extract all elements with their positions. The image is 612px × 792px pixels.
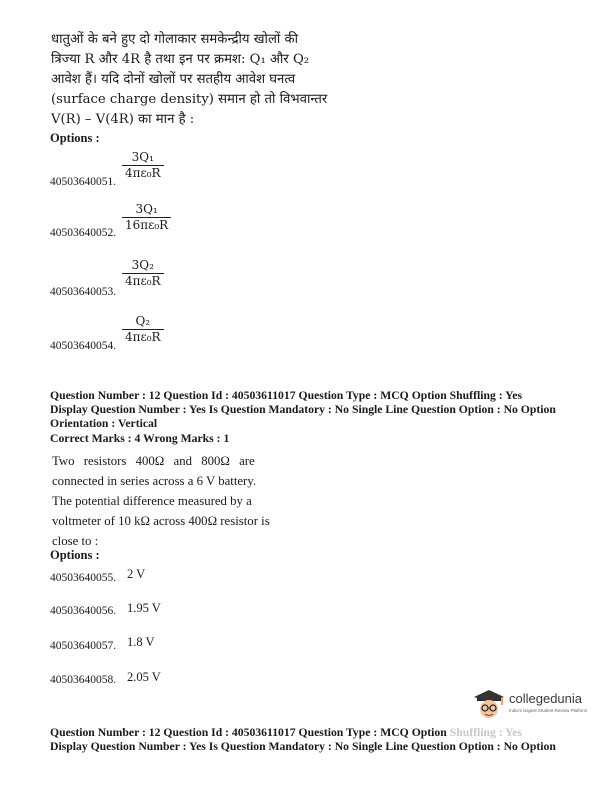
fraction-denominator: 4πε₀R [125,274,161,288]
question-line: close to : [52,534,99,548]
question-line: आवेश हैं। यदि दोनों खोलों पर सतहीय आवेश घनत्व [51,72,296,87]
graduate-mascot-icon [472,689,506,719]
brand-tagline: India's largest Student Review Platform [509,708,588,713]
option-fraction [122,150,164,181]
brand-name: collegedunia [509,691,583,706]
footer-meta-main: Question Number : 12 Question Id : 40503611017 Question Type : MCQ Option [50,726,447,739]
option-id: 40503640052. [50,227,117,239]
option-fraction [122,314,164,345]
collegedunia-logo [472,689,588,719]
fraction-denominator: 4πε₀R [125,330,161,344]
question-line: V(R) – V(4R) का मान है : [51,112,195,127]
question-12-text [52,451,292,551]
option-value: 2 V [127,567,146,581]
fraction-denominator: 16πε₀R [125,218,169,232]
option-value: 2.05 V [127,670,161,684]
options-label: Options : [50,131,100,145]
footer-meta-faded: Shuffling : Yes [446,726,522,739]
option-id: 40503640057. [50,640,117,652]
question-line: (surface charge density) समान हो तो विभवान्तर [51,92,328,107]
fraction-numerator: 3Q₁ [122,150,164,166]
question-line: त्रिज्या R और 4R है तथा इन पर क्रमश: Q₁ और Q₂ [51,52,310,67]
option-value: 1.8 V [127,635,155,649]
question-line: connected in series across a 6 V battery. [52,474,257,488]
question-meta-line: Orientation : Vertical [50,417,158,430]
fraction-numerator: Q₂ [122,314,164,330]
option-id: 40503640055. [50,572,117,584]
footer-meta-line [50,726,522,739]
option-id: 40503640053. [50,286,117,298]
question-line: The potential difference measured by a [52,494,252,508]
option-fraction [122,202,171,233]
options-label: Options : [50,548,100,562]
fraction-numerator: 3Q₂ [122,258,164,274]
option-id: 40503640051. [50,176,117,188]
option-id: 40503640058. [50,674,117,686]
question-meta-line: Question Number : 12 Question Id : 40503611017 Question Type : MCQ Option Shuffling : Yes [50,389,522,402]
question-meta-line: Display Question Number : Yes Is Question Mandatory : No Single Line Question Option : No Option [50,403,556,416]
option-id: 40503640054. [50,340,117,352]
question-line: धातुओं के बने हुए दो गोलाकार समकेन्द्रीय खोलों की [51,32,299,47]
question-line: Two resistors 400Ω and 800Ω are [52,454,255,468]
question-line: voltmeter of 10 kΩ across 400Ω resistor is [52,514,270,528]
question-meta-line: Correct Marks : 4 Wrong Marks : 1 [50,432,230,445]
option-id: 40503640056. [50,605,117,617]
fraction-numerator: 3Q₁ [122,202,171,218]
footer-meta-line: Display Question Number : Yes Is Question Mandatory : No Single Line Question Option : No Option [50,740,556,753]
option-value: 1.95 V [127,601,161,615]
question-11-text [51,30,328,130]
fraction-denominator: 4πε₀R [125,166,161,180]
option-fraction [122,258,164,289]
